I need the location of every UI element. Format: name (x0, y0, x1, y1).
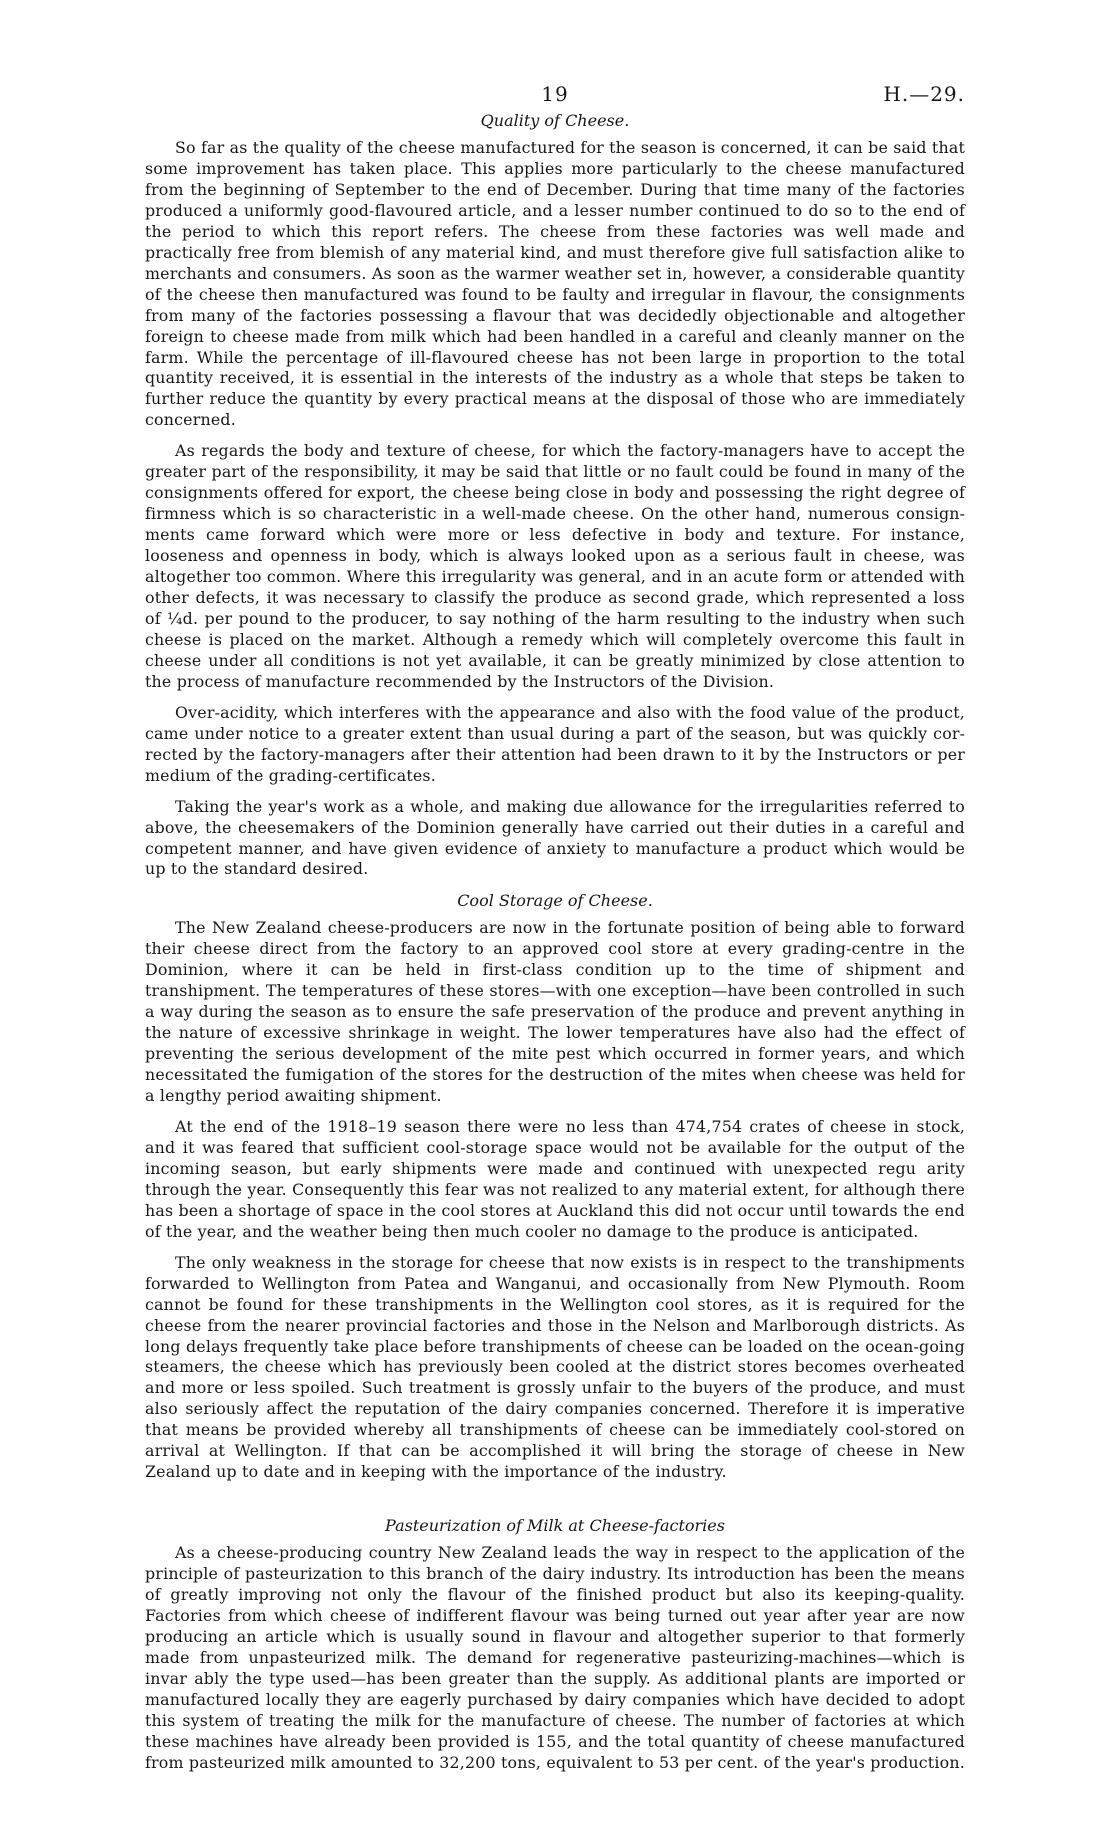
section-cool-storage-of-cheese (145, 890, 965, 1483)
page-header (145, 0, 965, 106)
paragraph: The New Zealand cheese-producers are now in the fortunate position of being able to forward their cheese direct from the factory to an approved cool store at every grading-centre in the Dominion, where it can be held in first-class condition up to the time of shipment and transhipment. The temperatures of these stores—with one exception—have been controlled in such a way during the season as to ensure the safe preservation of the produce and prevent anything in the nature of excessive shrinkage in weight. The lower temperatures have also had the effect of preventing the serious development of the mite pest which occurred in former years, and which necessitated the fumigation of the stores for the destruction of the mites when cheese was held for a lengthy period awaiting shipment. (145, 918, 965, 1106)
paragraph: As regards the body and texture of cheese, for which the factory-managers have to accept the greater part of the responsibility, it may be said that little or no fault could be found in many of the consignments offered for export, the cheese being close in body and possessing the right degree of firmness which is so characteristic in a well-made cheese. On the other hand, numerous consignments came forward which were more or less defective in body and texture. For instance, looseness and openness in body, which is always looked upon as a serious fault in cheese, was altogether too common. Where this irregularity was general, and in an acute form or attended with other defects, it was necessary to classify the produce as second grade, which represented a loss of ¼d. per pound to the producer, to say nothing of the harm resulting to the industry when such cheese is placed on the market. Although a remedy which will completely overcome this fault in cheese under all conditions is not yet available, it can be greatly minimized by close attention to the process of manufacture recommended by the Instructors of the Division. (145, 441, 965, 691)
paragraph: At the end of the 1918–19 season there were no less than 474,754 crates of cheese in stock, and it was feared that sufficient cool-storage space would not be available for the output of the incoming season, but early shipments were made and continued with unexpected regu arity through the year. Consequently this fear was not realized to any material extent, for although there has been a shortage of space in the cool stores at Auckland this did not occur until towards the end of the year, and the weather being then much cooler no damage to the produce is anticipated. (145, 1116, 965, 1241)
paragraph: As a cheese-producing country New Zealand leads the way in respect to the application of the principle of pasteurization to this branch of the dairy industry. Its introduction has been the means of greatly improving not only the flavour of the finished product but also its keeping-quality. Factories from which cheese of indifferent flavour was being turned out year after year are now producing an article which is usually sound in flavour and altogether superior to that formerly made from unpasteurized milk. The demand for regenerative pasteurizing-machines—which is invar ably the type used—has been greater than the supply. As additional plants are imported or manufactured locally they are eagerly purchased by dairy companies which have decided to adopt this system of treating the milk for the manufacture of cheese. The number of factories at which these machines have already been provided is 155, and the total quantity of cheese manufactured from pasteurized milk amounted to 32,200 tons, equivalent to 53 per cent. of the year's production. (145, 1543, 965, 1772)
section-heading: Cool Storage of Cheese. (457, 891, 653, 911)
page-number: 19 (541, 82, 569, 106)
paragraph: The only weakness in the storage for cheese that now exists is in respect to the transhipments forwarded to Wellington from Patea and Wanganui, and occasionally from New Plymouth. Room cannot be found for these transhipments in the Wellington cool stores, as it is required for the cheese from the nearer provincial factories and those in the Nelson and Marlborough districts. As long delays frequently take place before transhipments of cheese can be loaded on the ocean-going steamers, the cheese which has previously been cooled at the district stores becomes overheated and more or less spoiled. Such treatment is grossly unfair to the buyers of the produce, and must also seriously affect the reputation of the dairy companies concerned. Therefore it is imperative that means be provided whereby all transhipments of cheese can be immediately cool-stored on arrival at Wellington. If that can be accomplished it will bring the storage of cheese in New Zealand up to date and in keeping with the importance of the industry. (145, 1252, 965, 1482)
paragraph: Taking the year's work as a whole, and making due allowance for the irregularities referred to above, the cheesemakers of the Dominion generally have carried out their duties in a careful and competent manner, and have given evidence of anxiety to manufacture a product which would be up to the standard desired. (145, 796, 965, 879)
document-code: H.—29. (883, 82, 965, 106)
section-heading: Pasteurization of Milk at Cheese-factories (385, 1516, 725, 1536)
section-pasteurization-of-milk (145, 1515, 965, 1773)
paragraph: Over-acidity, which interferes with the appearance and also with the food value of the product, came under notice to a greater extent than usual during a part of the season, but was quickly corrected by the factory-managers after their attention had been drawn to it by the Instructors or per medium of the grading-certificates. (145, 702, 965, 785)
section-heading: Quality of Cheese. (480, 111, 630, 130)
paragraph: So far as the quality of the cheese manufactured for the season is concerned, it can be said that some improvement has taken place. This applies more particularly to the cheese manufactured from the beginning of September to the end of December. During that time many of the factories produced a uniformly good-flavoured article, and a lesser number continued to do so to the end of the period to which this report refers. The cheese from these factories was well made and practically free from blemish of any material kind, and must therefore give full satisfaction alike to merchants and consumers. As soon as the warmer weather set in, however, a considerable quantity of the cheese then manufactured was found to be faulty and irregular in flavour, the consignments from many of the factories possessing a flavour that was decidedly objectionable and altogether foreign to cheese made from milk which had been handled in a careful and cleanly manner on the farm. While the percentage of ill-flavoured cheese has not been large in proportion to the total quantity received, it is essential in the interests of the industry as a whole that steps be taken to further reduce the quantity by every practical means at the disposal of those who are immediately concerned. (145, 138, 966, 430)
section-quality-of-cheese (145, 110, 965, 880)
